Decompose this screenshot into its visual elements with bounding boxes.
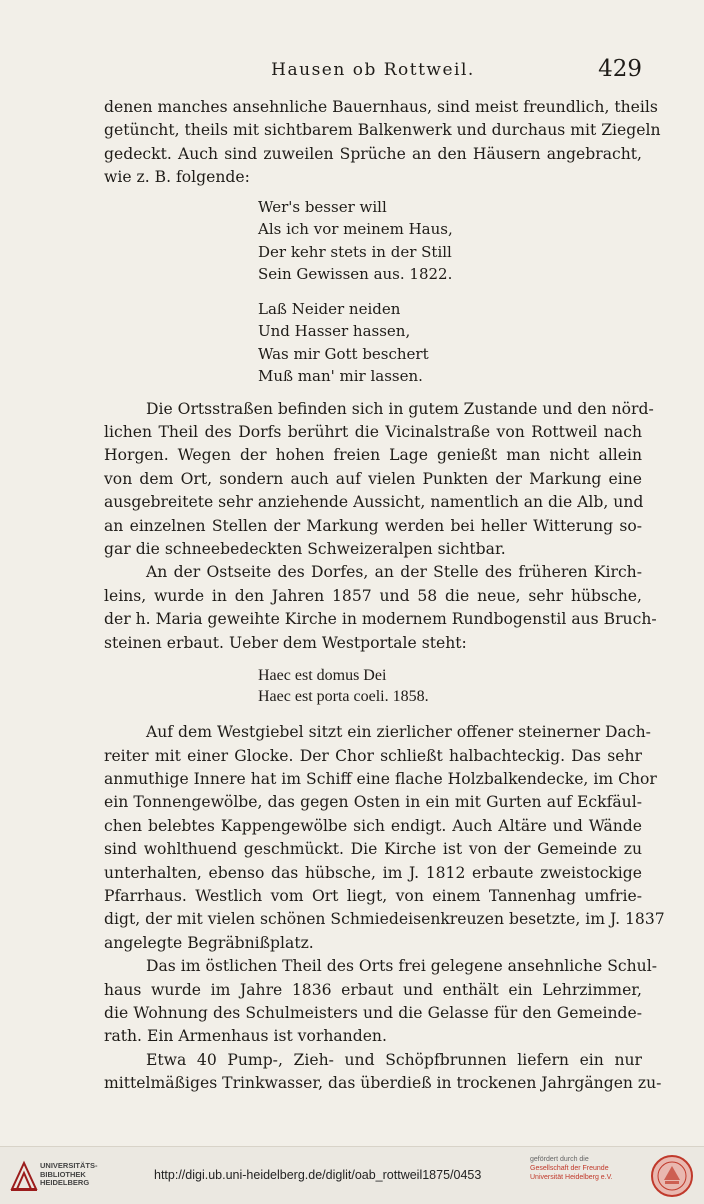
inscription-line: Haec est porta coeli. 1858.	[258, 688, 429, 706]
paragraph-2	[104, 398, 654, 562]
university-library-logo-icon	[8, 1159, 40, 1193]
society-seal-icon	[650, 1154, 694, 1198]
house-verse	[258, 196, 642, 388]
text-line: gedeckt. Auch sind zuweilen Sprüche an den Häusern angebracht,	[104, 144, 642, 163]
portal-inscription	[258, 665, 642, 707]
text-line: die Wohnung des Schulmeisters und die Gelasse für den Gemeinde-	[104, 1003, 642, 1022]
verse-stanza-1	[258, 196, 642, 286]
paragraph-4	[104, 721, 665, 955]
text-line: der h. Maria geweihte Kirche in modernem Rundbogenstil aus Bruch-	[104, 610, 657, 629]
library-name-line: HEIDELBERG	[40, 1178, 90, 1187]
text-line: reiter mit einer Glocke. Der Chor schließt halbachteckig. Das sehr	[104, 746, 642, 765]
text-line: Horgen. Wegen der hohen freien Lage genießt man nicht allein	[104, 446, 642, 465]
text-line: haus wurde im Jahre 1836 erbaut und enthält ein Lehrzimmer,	[104, 980, 642, 999]
text-line: lichen Theil des Dorfs berührt die Vicinalstraße von Rottweil nach	[104, 423, 642, 442]
text-line: mittelmäßiges Trinkwasser, das überdieß in trockenen Jahrgängen zu-	[104, 1074, 662, 1093]
verse-line: Laß Neider neiden	[258, 299, 401, 318]
text-line: ausgebreitete sehr anziehende Aussicht, namentlich an die Alb, und	[104, 493, 644, 512]
text-line: An der Ostseite des Dorfes, an der Stelle des früheren Kirch-	[146, 563, 642, 582]
text-line: digt, der mit vielen schönen Schmiedeisenkreuzen besetzte, im J. 1837	[104, 910, 665, 929]
text-line: unterhalten, ebenso das hübsche, im J. 1812 erbaute zweistockige	[104, 863, 642, 882]
library-name	[40, 1162, 98, 1188]
verse-line: Sein Gewissen aus. 1822.	[258, 265, 453, 284]
text-line: anmuthige Innere hat im Schiff eine flache Holzbalkendecke, im Chor	[104, 769, 657, 788]
text-line: an einzelnen Stellen der Markung werden bei heller Witterung so-	[104, 516, 642, 535]
text-line: Auf dem Westgiebel sitzt ein zierlicher offener steinerner Dach-	[146, 723, 651, 742]
text-line: wie z. B. folgende:	[104, 168, 250, 187]
page-number: 429	[598, 56, 642, 82]
verse-line: Wer's besser will	[258, 197, 387, 216]
library-name-line: BIBLIOTHEK	[40, 1169, 86, 1179]
funded-by-label: gefördert durch die	[530, 1156, 589, 1163]
text-line: Das im östlichen Theil des Orts frei gelegene ansehnliche Schul-	[146, 957, 657, 976]
verse-line: Was mir Gott beschert	[258, 344, 429, 363]
text-line: chen belebtes Kappengewölbe sich endigt. Auch Altäre und Wände	[104, 816, 642, 835]
funder-name: Gesellschaft der Freunde	[530, 1165, 609, 1172]
paragraph-5	[104, 955, 657, 1049]
text-line: ein Tonnengewölbe, das gegen Osten in ein mit Gurten auf Eckfäul-	[104, 793, 642, 812]
verse-stanza-2	[258, 298, 642, 388]
text-line: sind wohlthuend geschmückt. Die Kirche ist von der Gemeinde zu	[104, 840, 642, 859]
funder-name: Universität Heidelberg e.V.	[530, 1174, 613, 1181]
text-line: angelegte Begräbnißplatz.	[104, 933, 314, 952]
permalink-url[interactable]: http://digi.ub.uni-heidelberg.de/diglit/oab_rottweil1875/0453	[154, 1168, 482, 1182]
text-line: steinen erbaut. Ueber dem Westportale steht:	[104, 633, 467, 652]
text-line: von dem Ort, sondern auch auf vielen Punkten der Markung eine	[104, 469, 642, 488]
page-header	[104, 56, 642, 90]
paragraph-1	[104, 96, 661, 190]
text-line: Pfarrhaus. Westlich vom Ort liegt, von einem Tannenhag umfrie-	[104, 886, 642, 905]
text-line: getüncht, theils mit sichtbarem Balkenwerk und durchaus mit Ziegeln	[104, 121, 661, 140]
text-line: denen manches ansehnliche Bauernhaus, sind meist freundlich, theils	[104, 98, 658, 116]
library-name-line: UNIVERSITÄTS-	[40, 1161, 98, 1170]
body-text	[104, 96, 665, 1096]
paragraph-6	[104, 1049, 662, 1096]
running-title: Hausen ob Rottweil.	[271, 60, 475, 80]
verse-line: Als ich vor meinem Haus,	[258, 220, 453, 239]
viewer-footer	[0, 1146, 704, 1204]
verse-line: Der kehr stets in der Still	[258, 242, 452, 261]
funding-note	[530, 1155, 648, 1182]
text-line: Etwa 40 Pump-, Zieh- und Schöpfbrunnen liefern ein nur	[146, 1050, 642, 1069]
verse-line: Und Hasser hassen,	[258, 322, 411, 341]
inscription-line: Haec est domus Dei	[258, 667, 387, 685]
text-line: rath. Ein Armenhaus ist vorhanden.	[104, 1027, 387, 1046]
text-line: leins, wurde in den Jahren 1857 und 58 die neue, sehr hübsche,	[104, 586, 642, 605]
text-line: gar die schneebedeckten Schweizeralpen sichtbar.	[104, 540, 506, 559]
verse-line: Muß man' mir lassen.	[258, 367, 423, 386]
paragraph-3	[104, 561, 657, 655]
text-line: Die Ortsstraßen befinden sich in gutem Zustande und den nörd-	[146, 399, 654, 418]
